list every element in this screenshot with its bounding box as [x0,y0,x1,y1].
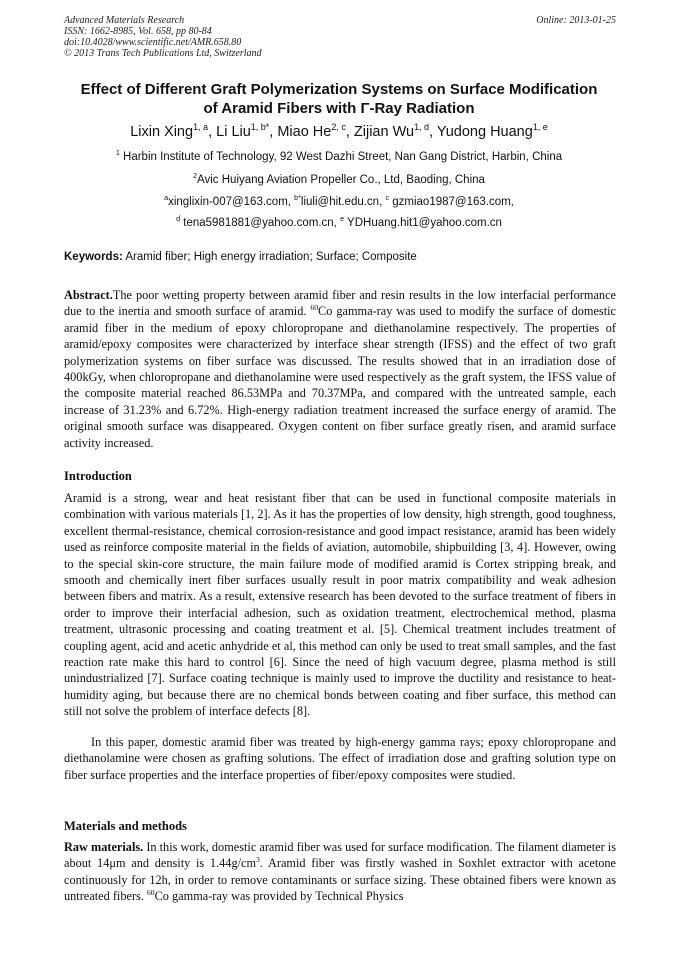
keywords [64,250,616,264]
introduction-paragraph-1: Aramid is a strong, wear and heat resistant fiber that can be used in functional composite materials in combination with various materials [1, 2]. As it has the properties of low density, high strength, good toughness, excellent thermal-resistance, chemical corrosion-resistance and good impact resistance, aramid has been widely used as reinforce composite material in the fields of aviation, automobile, shipbuilding [3, 4]. However, owing to the special skin-core structure, the main failure mode of modified aramid is Cortex stripping break, and smooth and chemically inert fiber surfaces usually result in poor matrix compatibility and weak adhesion between fibers and matrix. As a result, extensive research has been devoted to the surface treatment of fibers in order to improve their interfacial adhesion, such as oxidation treatment, electrochemical method, plasma treatment, ultrasonic processing and coating treatment et al. [5]. Chemical treatment includes treatment of coupling agent, acid and acetic anhydride et al, this method can only be used to treat small samples, and the fast reaction rate make this hard to control [6]. Since the need of high vacuum degree, plasma method is still unindustrialized [7]. Surface coating technique is mainly used to improve the ductility and resistance to heat-humidity aging, but because there are no chemical bonds between coating and fiber surface, this method can still not solve the problem of interface defects [8]. [64,491,616,719]
author: Lixin Xing$^{1, a}$, [130,122,217,140]
author: Miao He$^{2, c}$, [277,122,354,140]
email-link[interactable]: tena5981881@yahoo.com.cn, [183,217,337,229]
online-date: Online: 2013-01-25 [536,15,616,26]
author: Yudong Huang$^{1, e}$ [436,122,548,140]
affiliation-1: $^1$ Harbin Institute of Technology, 92 West Dazhi Street, Nan Gang District, Harbin, China [115,149,563,163]
author: Li Liu$^{1, b*}$, [216,122,278,140]
journal-name: Advanced Materials Research [64,15,185,26]
affiliation-2: $^2$Avic Huiyang Aviation Propeller Co., Ltd, Baoding, China [193,172,485,186]
abstract: Abstract.The poor wetting property between aramid fiber and resin results in the low interfacial performance due to the inertia and smooth surface of aramid. $^{60}$Co gamma-ray was used to modify the surface of domestic aramid fiber in the medium of epoxy chloropropane and diethanolamine respectively. The properties of aramid/epoxy composites were characterized by interface shear strength (IFSS) and the effect of two graft polymerization systems on fiber surface was discussed. The results showed that in an irradiation dose of 400kGy, when chloropropane and diethanolamine were used respectively as the graft system, the IFSS value of the composite material reached 86.53MPa and 70.37MPa, and compared with the untreated sample, each increase of 31.23% and 6.72%. High-energy radiation treatment increased the surface energy of aramid. The original smooth surface was disappeared. Oxygen content on fiber surface greatly risen, and aramid surface activity increased. [64,288,617,450]
author-list [40,123,638,141]
email-link[interactable]: xinglixin-007@163.com, [168,196,291,208]
doi-line: doi:10.4028/www.scientific.net/AMR.658.80 [64,37,242,48]
title-line-1: Effect of Different Graft Polymerization Systems on Surface Modification [80,81,598,98]
issn-line: ISSN: 1662-8985, Vol. 658, pp 80-84 [64,26,212,37]
email-link[interactable]: YDHuang.hit1@yahoo.com.cn [347,217,502,229]
email-line-2: $^d$ tena5981881@yahoo.com.cn, $^e$ YDHuang.hit1@yahoo.com.cn [176,215,502,229]
journal-header [64,15,616,59]
email-link[interactable]: gzmiao1987@163.com, [392,196,514,208]
author: Zijian Wu$^{1, d}$, [353,122,437,140]
title-line-2: of Aramid Fibers with Γ-Ray Radiation [203,100,475,117]
section-heading-materials: Materials and methods [64,819,187,833]
raw-materials-paragraph: Raw materials. In this work, domestic aramid fiber was used for surface modification. The filament diameter is about 14μm and density is $1.44g/cm^3$. Aramid fiber was firstly washed in Soxhlet extractor with acetone continuously for 12h, in order to remove contaminants or surface sizing. These obtained fibers were known as untreated fibers. $^{60}$Co gamma-ray was provided by Technical Physics [64,840,617,904]
keywords-text: Aramid fiber; High energy irradiation; Surface; Composite [125,251,417,263]
copyright-line: © 2013 Trans Tech Publications Ltd, Switzerland [64,48,262,59]
email-line-1: $^a$xinglixin-007@163.com, $^{b*}$liuli@hit.edu.cn, $^c$ gzmiao1987@163.com, [164,194,514,208]
abstract-label: Abstract. [64,288,113,302]
email-link[interactable]: liuli@hit.edu.cn, [300,196,383,208]
section-heading-introduction: Introduction [64,469,132,483]
introduction-paragraph-2: In this paper, domestic aramid fiber was treated by high-energy gamma rays; epoxy chloropropane and diethanolamine were chosen as grafting solutions. The effect of irradiation dose and grafting solution type on fiber surface properties and the interface properties of fiber/epoxy composites were studied. [64,735,616,782]
keywords-label: Keywords: [64,251,123,263]
paper-title [50,80,628,118]
raw-materials-label: Raw materials. [64,840,144,854]
